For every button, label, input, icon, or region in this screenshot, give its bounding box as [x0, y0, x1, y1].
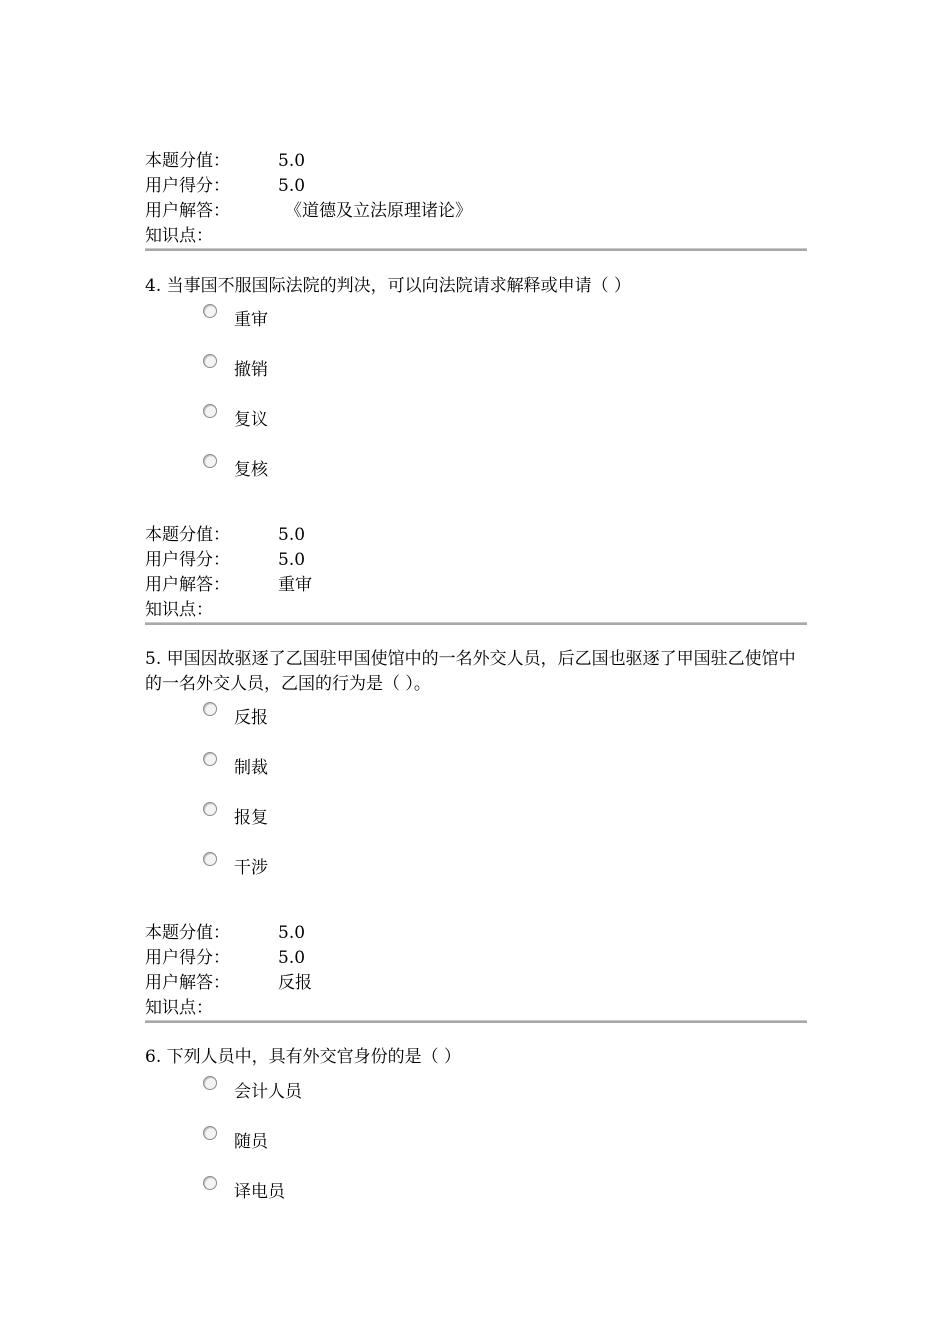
user-answer-value: 《道德及立法原理诸论》 — [285, 201, 472, 221]
user-score-value: 5.0 — [278, 550, 306, 570]
radio-button[interactable] — [203, 1076, 217, 1090]
score-label: 本题分值： — [145, 151, 230, 171]
radio-button[interactable] — [203, 702, 217, 716]
question-5-text: 5. 甲国因故驱逐了乙国驻甲国使馆中的一名外交人员，后乙国也驱逐了甲国驻乙使馆中的一名外交人员，乙国的行为是（ ）。 — [145, 649, 796, 694]
option-label: 会计人员 — [234, 1082, 302, 1102]
option-label: 报复 — [234, 808, 268, 828]
radio-button[interactable] — [203, 752, 217, 766]
option-label: 译电员 — [234, 1182, 285, 1202]
user-answer-label: 用户解答： — [145, 201, 230, 221]
option-label: 反报 — [234, 708, 268, 728]
knowledge-label: 知识点： — [145, 600, 213, 620]
option-label: 重审 — [234, 310, 268, 330]
score-value: 5.0 — [278, 151, 306, 171]
user-answer-value: 重审 — [278, 575, 312, 595]
knowledge-label: 知识点： — [145, 998, 213, 1018]
user-score-value: 5.0 — [278, 176, 306, 196]
score-value: 5.0 — [278, 923, 306, 943]
radio-button[interactable] — [203, 354, 217, 368]
user-answer-value: 反报 — [278, 973, 312, 993]
radio-button[interactable] — [203, 404, 217, 418]
score-label: 本题分值： — [145, 525, 230, 545]
radio-button[interactable] — [203, 1126, 217, 1140]
option-label: 撤销 — [234, 360, 268, 380]
user-score-label: 用户得分： — [145, 550, 230, 570]
user-score-label: 用户得分： — [145, 176, 230, 196]
section-divider — [145, 1020, 807, 1023]
radio-button[interactable] — [203, 1176, 217, 1190]
user-score-value: 5.0 — [278, 948, 306, 968]
option-label: 复议 — [234, 410, 268, 430]
radio-button[interactable] — [203, 454, 217, 468]
score-value: 5.0 — [278, 525, 306, 545]
option-label: 制裁 — [234, 758, 268, 778]
user-answer-label: 用户解答： — [145, 973, 230, 993]
radio-button[interactable] — [203, 852, 217, 866]
user-answer-label: 用户解答： — [145, 575, 230, 595]
score-label: 本题分值： — [145, 923, 230, 943]
question-6-text: 6. 下列人员中，具有外交官身份的是（ ） — [145, 1047, 462, 1067]
option-label: 复核 — [234, 460, 268, 480]
radio-button[interactable] — [203, 304, 217, 318]
radio-button[interactable] — [203, 802, 217, 816]
user-score-label: 用户得分： — [145, 948, 230, 968]
section-divider — [145, 248, 807, 251]
knowledge-label: 知识点： — [145, 226, 213, 246]
section-divider — [145, 622, 807, 625]
question-4-text: 4. 当事国不服国际法院的判决，可以向法院请求解释或申请（ ） — [145, 276, 632, 296]
option-label: 随员 — [234, 1132, 268, 1152]
option-label: 干涉 — [234, 858, 268, 878]
